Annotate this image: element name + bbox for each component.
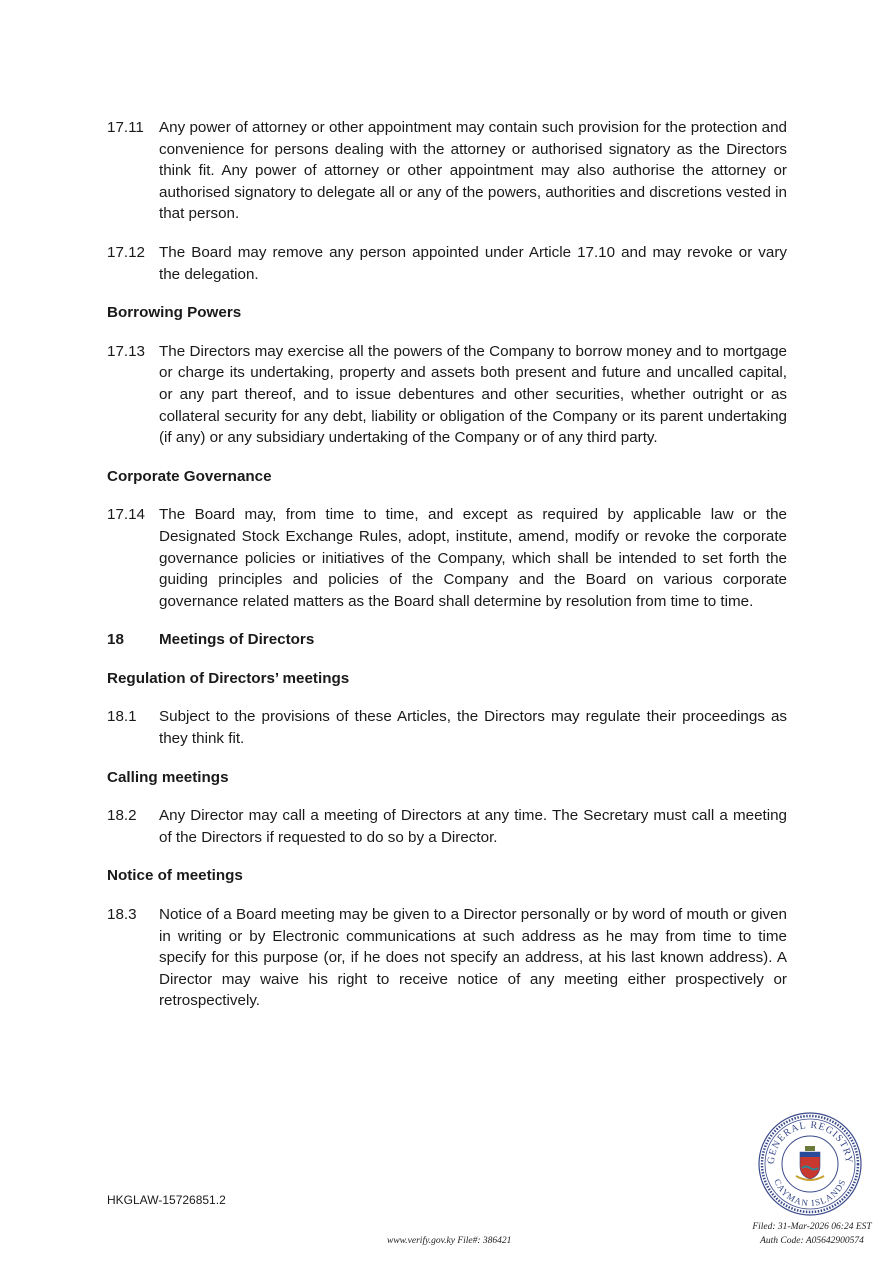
clause-number: 17.12	[107, 243, 146, 261]
clause-text: The Board may remove any person appointed under Article 17.10 and may revoke or vary the delegation.	[159, 243, 787, 283]
heading-regulation-meetings: Regulation of Directors’ meetings	[107, 669, 350, 687]
svg-text:GENERAL REGISTRY: GENERAL REGISTRY	[765, 1119, 855, 1165]
clause-number: 17.11	[107, 119, 144, 136]
filed-date: Filed: 31-Mar-2026 06:24 EST	[752, 1222, 872, 1232]
clause-text: Any power of attorney or other appointment may contain such provision for the protection and convenience for persons dealing with the attorney or authorised signatory as the Directors think fit. Any power of attorney or other appointment may also authorise the attorney or authorised signatory to delegate all or any of the powers, authorities and discretions vested in that person.	[159, 119, 787, 223]
filing-stamp	[752, 1220, 872, 1248]
clause-17-13	[107, 341, 787, 449]
clause-18-3	[107, 904, 787, 1012]
heading-corporate-governance: Corporate Governance	[107, 467, 272, 485]
clause-number: 18.3	[107, 906, 137, 924]
coat-of-arms-icon	[756, 1110, 864, 1218]
heading-calling-meetings: Calling meetings	[107, 768, 229, 786]
clause-number: 18.1	[107, 708, 137, 726]
document-reference: HKGLAW-15726851.2	[107, 1193, 226, 1207]
clause-17-12	[107, 242, 787, 285]
clause-18-2	[107, 805, 787, 848]
clause-number: 17.14	[107, 506, 146, 524]
clause-text: The Directors may exercise all the powers of the Company to borrow money and to mortgage or charge its undertaking, property and assets both present and future and uncalled capital, or any part thereof, and to issue debentures and other securities, whether outright or as collateral security for any debt, liability or obligation of the Company or its parent undertaking (if any) or any subsidiary undertaking of the Company or of any third party.	[159, 342, 787, 447]
clause-number: 17.13	[107, 342, 146, 360]
svg-text:CAYMAN ISLANDS: CAYMAN ISLANDS	[772, 1177, 848, 1209]
auth-code: Auth Code: A05642900574	[760, 1236, 864, 1246]
heading-borrowing-powers: Borrowing Powers	[107, 304, 242, 322]
document-body	[107, 117, 787, 1029]
section-number: 18	[107, 631, 124, 649]
section-title: Meetings of Directors	[159, 631, 315, 649]
clause-text: Subject to the provisions of these Articles, the Directors may regulate their proceedings as they think fit.	[159, 708, 787, 748]
clause-17-14	[107, 504, 787, 612]
verify-link-text: www.verify.gov.ky File#: 386421	[387, 1236, 512, 1246]
clause-18-1	[107, 706, 787, 749]
clause-number: 18.2	[107, 807, 137, 825]
clause-17-11	[107, 117, 787, 225]
clause-text: Any Director may call a meeting of Directors at any time. The Secretary must call a meeting of the Directors if requested to do so by a Director.	[159, 807, 787, 846]
section-18-heading	[107, 629, 787, 651]
registry-seal	[756, 1110, 864, 1218]
clause-text: The Board may, from time to time, and except as required by applicable law or the Designated Stock Exchange Rules, adopt, institute, amend, modify or revoke the corporate governance policies or initiatives of the Company, which shall be intended to set forth the guiding principles and policies of the Company and the Board on various corporate governance related matters as the Board shall determine by resolution from time to time.	[159, 506, 787, 610]
clause-text: Notice of a Board meeting may be given to a Director personally or by word of mouth or given in writing or by Electronic communications at such address as he may from time to time specify for this purpose (or, if he does not specify an address, at his last known address). A Director may waive his right to receive notice of any meeting either prospectively or retrospectively.	[159, 906, 787, 1010]
heading-notice-meetings: Notice of meetings	[107, 867, 243, 885]
